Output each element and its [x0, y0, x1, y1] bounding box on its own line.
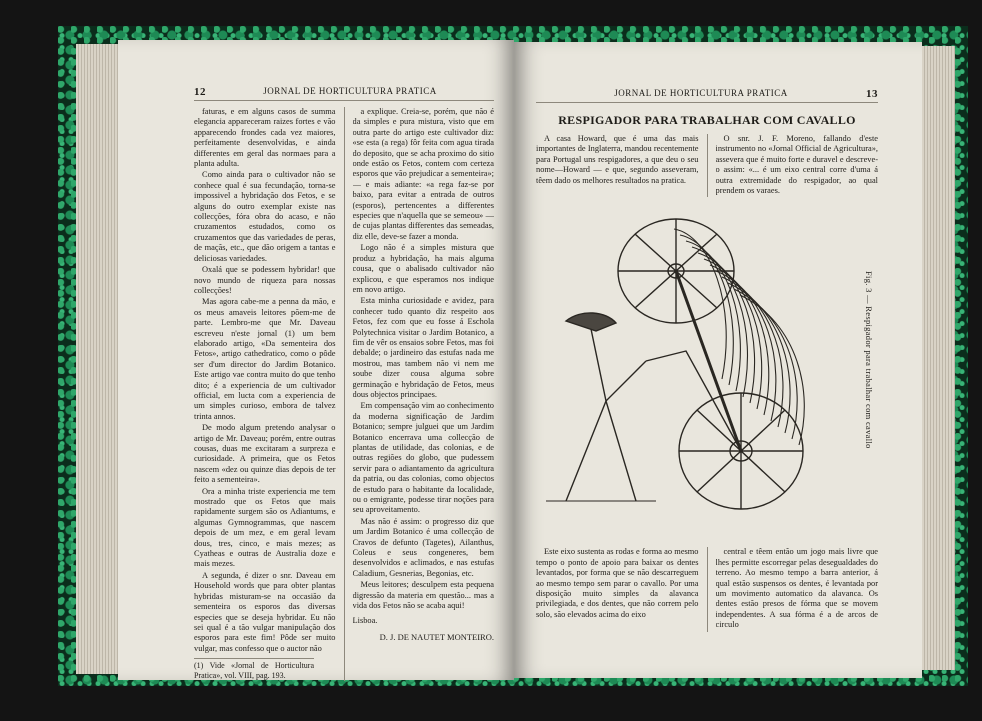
paragraph: Logo não é a simples mistura que produz a hybridação, ha mais alguma cousa, que o abalisado cultivador não explicou, e que esperamos nos indique em novo artigo.	[352, 243, 494, 294]
column-rule	[707, 134, 708, 197]
rake-tines	[674, 229, 804, 445]
right-page	[514, 42, 922, 678]
left-column-2	[353, 107, 495, 681]
left-page	[118, 40, 514, 680]
intro-column-right	[716, 134, 879, 197]
paragraph: Oxalá que se podessem hybridar! que novo mundo de riqueza para nossas collecções!	[194, 265, 336, 295]
paragraph: a explique. Creia-se, porém, que não é da simples e pura mistura, visto que em outra parte do artigo este cultivador diz: «se esta (a rega) fôr feita com agua tirada do deposito, que se acha proximo do sitio onde estão os Fetos, contem com certeza esporos que vão prejudicar a sementeira»; — e mais adiante: «a rega faz-se por baixo, para evitar a entrada de outros (esporos), pertencentes a differentes especies que n'aquella que se semeou» — de cujas plantas differentes das semeadas, diz elle, deve-se fazer a monda.	[352, 107, 494, 241]
paragraph: Em compensação vim ao conhecimento da moderna significação de Jardim Botanico; sempre julguei que um Jardim Botanico encerrava uma collecção de plantas de utilidade, das colonias, e de outras regiões do globo, que pudessem servir para o adiantamento da agricultura da patria, ou das colonias, como objectos de estudo para o habitante da localidade, ou o emigrante, podesse tirar noções para seu aproveitamento.	[352, 401, 494, 515]
paragraph: Como ainda para o cultivador não se conhece qual é sua fecundação, torna-se impossivel a hybridação dos Fetos, e se alguns do outro exemplar existe nas collecções, fóra obra do acaso, e não cruzamentos estudados, como os cruzamentos que das variedades de peras, de maçãs, etc., que dão origem a tantas e deliciosas variedades.	[194, 170, 336, 263]
body-column-left	[536, 547, 699, 631]
paragraph: Esta minha curiosidade e avidez, para conhecer tudo quanto diz respeito aos Fetos, fez com que eu fosse á Eschola Polytechnica visitar o Jardim Botanico, a fim de vêr os ensaios sobre Fetos, mas foi debalde; o jardineiro das estufas nada me mostrou, mas tambem não vi nem me soube dizer cousa alguma sobre germinação e hybridação de Fetos, meus dous objectos principaes.	[352, 296, 494, 399]
place-line: Lisboa.	[352, 615, 378, 625]
left-column-1	[194, 107, 336, 681]
left-running-head	[194, 86, 494, 101]
paragraph: Mas não é assim: o progresso diz que um Jardim Botanico é uma collecção de Cravos de defunto (Tagetes), Ailanthus, Coleus e seus congeneres, bem desenvolvidos e aclimados, e nas estufas Caladium, Gesnerias, Begonias, etc.	[352, 516, 494, 578]
body-column-right	[716, 547, 879, 631]
column-rule	[344, 107, 345, 681]
column-rule	[707, 547, 708, 631]
paragraph: central e têem então um jogo mais livre que lhes permitte escorregar pelas desegualdades do terreno. Ao mesmo tempo a barra anterior, á qual estão suspensos os dentes, é levantada por um movimento automatico da alavanca. Os dentes estão presos de fórma que se movem independentes. A sua fórma é a de arcos de circulo	[715, 547, 878, 630]
paragraph: O snr. J. F. Moreno, fallando d'este instrumento no «Jornal Official de Agricultura», assevera que é muito forte e duravel e descreve-o assim: «... é um eixo central corre d'uma á outra extremidade do respigador, ao qual prendem os varaes.	[715, 134, 878, 196]
footnote: (1) Vide «Jornal de Horticultura Pratica», vol. VIII, pag. 193.	[194, 658, 314, 681]
intro-column-left	[536, 134, 699, 197]
paragraph: Ora a minha triste experiencia me tem mostrado que os Fetos que mais rapidamente surgem são os Adiantums, e algumas Gymnogrammas, que nascem depois de um mez, e em geral levam dous, tres, cinco, e mais mezes; as Cyatheas e outras de Australia doze e mais mezes.	[194, 486, 336, 569]
paragraph: A casa Howard, que é uma das mais importantes de Inglaterra, mandou recentemente para Portugal uns respigadores, a que deu o seu nome—Howard — e que, segundo asseveram, têem dado os melhores resultados na pratica.	[536, 134, 699, 185]
paragraph: A segunda, é dizer o snr. Daveau em Household words que para obter plantas hybridas misturam-se na occasião da sementeira os esporos das diversas especies que se deseja hybridar. Eu não sei qual é a tão vulgar manipulação dos esporos para este fim! Pôde ser muito vulgar, mas confesso que o auctor não	[194, 570, 336, 653]
paragraph: Meus leitores; desculpem esta pequena digressão da materia em questão... mas a vida dos Fetos não se acaba aqui!	[352, 580, 494, 611]
rake-seat	[566, 313, 616, 331]
article-title: RESPIGADOR PARA TRABALHAR COM CAVALLO	[558, 113, 856, 127]
paragraph: Este eixo sustenta as rodas e forma ao mesmo tempo o ponto de apoio para baixar os dentes levantados, por forma que se não descarreguem ao mesmo tempo sem parar o cavallo. Por uma disposição muito simples da alavanca privilegiada, e dos dentes, que não correm pelo solo, são elevados acima do eixo	[536, 547, 699, 619]
right-journal-title: JORNAL DE HORTICULTURA PRATICA	[614, 88, 788, 98]
hay-rake-engraving	[536, 201, 856, 541]
right-page-number: 13	[866, 88, 878, 100]
left-page-number: 12	[194, 86, 206, 98]
figure-caption: Fig. 3 — Respigador para trabalhar com cavallo	[864, 271, 874, 450]
paragraph: faturas, e em alguns casos de summa elegancia appareceram raizes fortes e vão apparecendo frondes cada vez maiores, perfeitamente desenvolvidas, e ainda differentes em geral das normaes para a planta adulta.	[194, 107, 336, 169]
right-running-head	[536, 88, 878, 103]
rake-illustration	[536, 201, 878, 541]
paragraph: De modo algum pretendo analysar o artigo de Mr. Daveau; porém, entre outras cousas, duas me excitaram a surpreza e curiosidade. A primeira, que os Fetos nascem «dez ou quinze dias depois de ter feito a sementeira».	[194, 423, 336, 485]
author-signature: D. J. DE NAUTET MONTEIRO.	[379, 631, 494, 642]
paragraph: Mas agora cabe-me a penna da mão, e os meus amaveis leitores põem-me de parte. Lembro-me que Mr. Daveau escreveu n'este jornal (1) um bem elaborado artigo, «Da sementeira dos Fetos», artigo cathedratico, como o pôde ser d'um director do Jardim Botanico. Este artigo vae contra muito do que tenho dito; é a experiencia de um cultivador official, em lucta com a experiencia de um simples curioso, embora de talvez trinta annos.	[194, 297, 336, 421]
left-journal-title: JORNAL DE HORTICULTURA PRATICA	[263, 86, 437, 96]
